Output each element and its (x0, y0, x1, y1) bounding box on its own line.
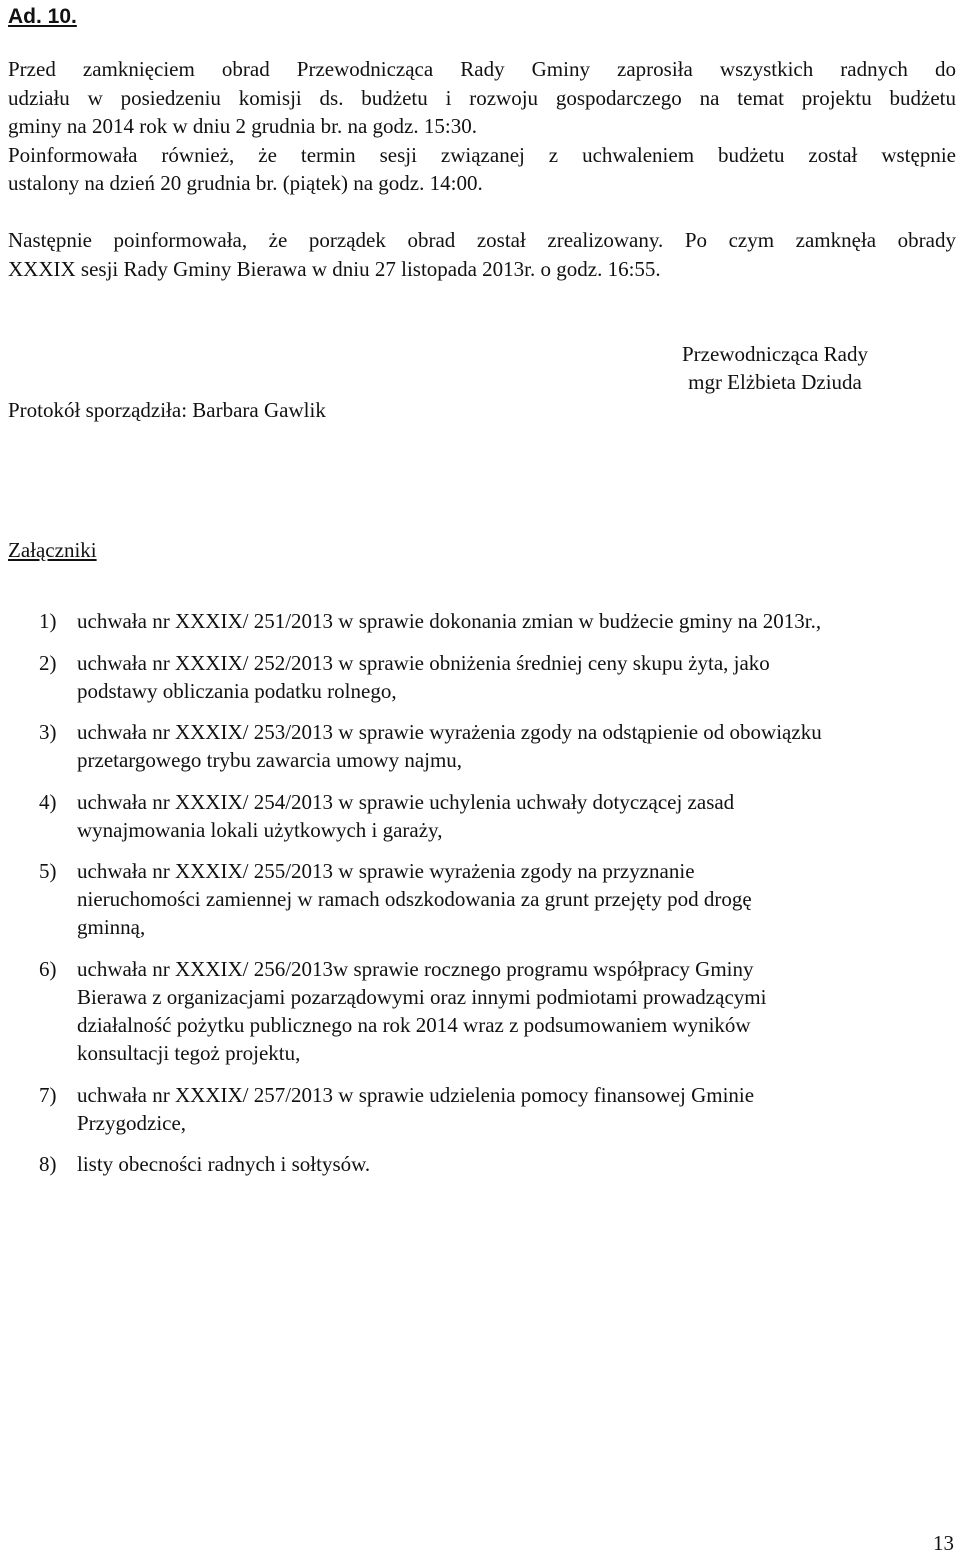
attachment-number: 7) (39, 1082, 57, 1107)
attachment-number: 3) (39, 720, 57, 745)
attachment-number: 1) (39, 609, 57, 633)
attachment-line: Przygodzice, (77, 1110, 187, 1135)
attachment-line: przetargowego trybu zawarcia umowy najmu, (77, 748, 463, 773)
attachment-line: uchwała nr XXXIX/ 254/2013 w sprawie uchylenia uchwały dotyczącej zasad (77, 789, 735, 814)
attachment-line: listy obecności radnych i sołtysów. (77, 1152, 371, 1177)
paragraph-line: gminy na 2014 rok w dniu 2 grudnia br. na godz. 15:30. (8, 114, 477, 138)
attachment-line: nieruchomości zamiennej w ramach odszkodowania za grunt przejęty pod drogę (77, 887, 752, 912)
attachment-line: wynajmowania lokali użytkowych i garaży, (77, 817, 443, 842)
attachment-item (8, 1150, 958, 1178)
chair-signature (615, 340, 935, 396)
section-heading: Ad. 10. (8, 5, 77, 28)
attachment-line: uchwała nr XXXIX/ 255/2013 w sprawie wyrażenia zgody na przyznanie (77, 859, 695, 884)
attachment-line: podstawy obliczania podatku rolnego, (77, 678, 397, 703)
attachment-item (8, 607, 958, 635)
paragraph-line: Przed zamknięciem obrad Przewodnicząca Rady Gminy zaprosiła wszystkich radnych do (8, 57, 956, 81)
paragraph-line: ustalony na dzień 20 grudnia br. (piątek) na godz. 14:00. (8, 171, 483, 195)
paragraph-line: XXXIX sesji Rady Gminy Bierawa w dniu 27 listopada 2013r. o godz. 16:55. (8, 256, 661, 281)
attachment-number: 4) (39, 789, 57, 814)
closing-paragraph-1 (8, 55, 956, 198)
attachment-number: 5) (39, 859, 57, 884)
attachment-item (8, 1081, 958, 1137)
attachment-number: 6) (39, 956, 57, 981)
attachment-item (8, 718, 958, 774)
attachment-item (8, 788, 958, 844)
attachments-title: Załączniki (8, 538, 97, 562)
attachment-number: 2) (39, 650, 57, 675)
attachment-line: uchwała nr XXXIX/ 251/2013 w sprawie dokonania zmian w budżecie gminy na 2013r., (77, 609, 822, 633)
attachment-line: konsultacji tegoż projektu, (77, 1040, 301, 1065)
attachment-line: działalność pożytku publicznego na rok 2014 wraz z podsumowaniem wyników (77, 1012, 751, 1037)
attachment-number: 8) (39, 1152, 57, 1177)
attachment-item (8, 955, 958, 1067)
protocol-author: Protokół sporządziła: Barbara Gawlik (8, 398, 326, 422)
attachments-list (8, 607, 958, 1192)
paragraph-line: Następnie poinformowała, że porządek obrad został zrealizowany. Po czym zamknęła obrady (8, 228, 956, 252)
chair-name: mgr Elżbieta Dziuda (688, 370, 862, 394)
closing-paragraph-2 (8, 226, 956, 283)
attachment-item (8, 857, 958, 941)
attachment-line: uchwała nr XXXIX/ 253/2013 w sprawie wyrażenia zgody na odstąpienie od obowiązku (77, 720, 822, 745)
page-number: 13 (933, 1531, 954, 1555)
attachment-line: uchwała nr XXXIX/ 256/2013w sprawie rocznego programu współpracy Gminy (77, 956, 754, 981)
paragraph-line: Poinformowała również, że termin sesji związanej z uchwaleniem budżetu został wstępnie (8, 142, 956, 167)
attachment-item (8, 649, 958, 705)
chair-title: Przewodnicząca Rady (682, 342, 868, 366)
attachment-line: uchwała nr XXXIX/ 252/2013 w sprawie obniżenia średniej ceny skupu żyta, jako (77, 650, 770, 675)
attachment-line: uchwała nr XXXIX/ 257/2013 w sprawie udzielenia pomocy finansowej Gminie (77, 1082, 755, 1107)
attachment-line: gminną, (77, 915, 146, 940)
attachment-line: Bierawa z organizacjami pozarządowymi oraz innymi podmiotami prowadzącymi (77, 984, 767, 1009)
paragraph-line: udziału w posiedzeniu komisji ds. budżetu i rozwoju gospodarczego na temat projektu budżetu (8, 85, 956, 110)
